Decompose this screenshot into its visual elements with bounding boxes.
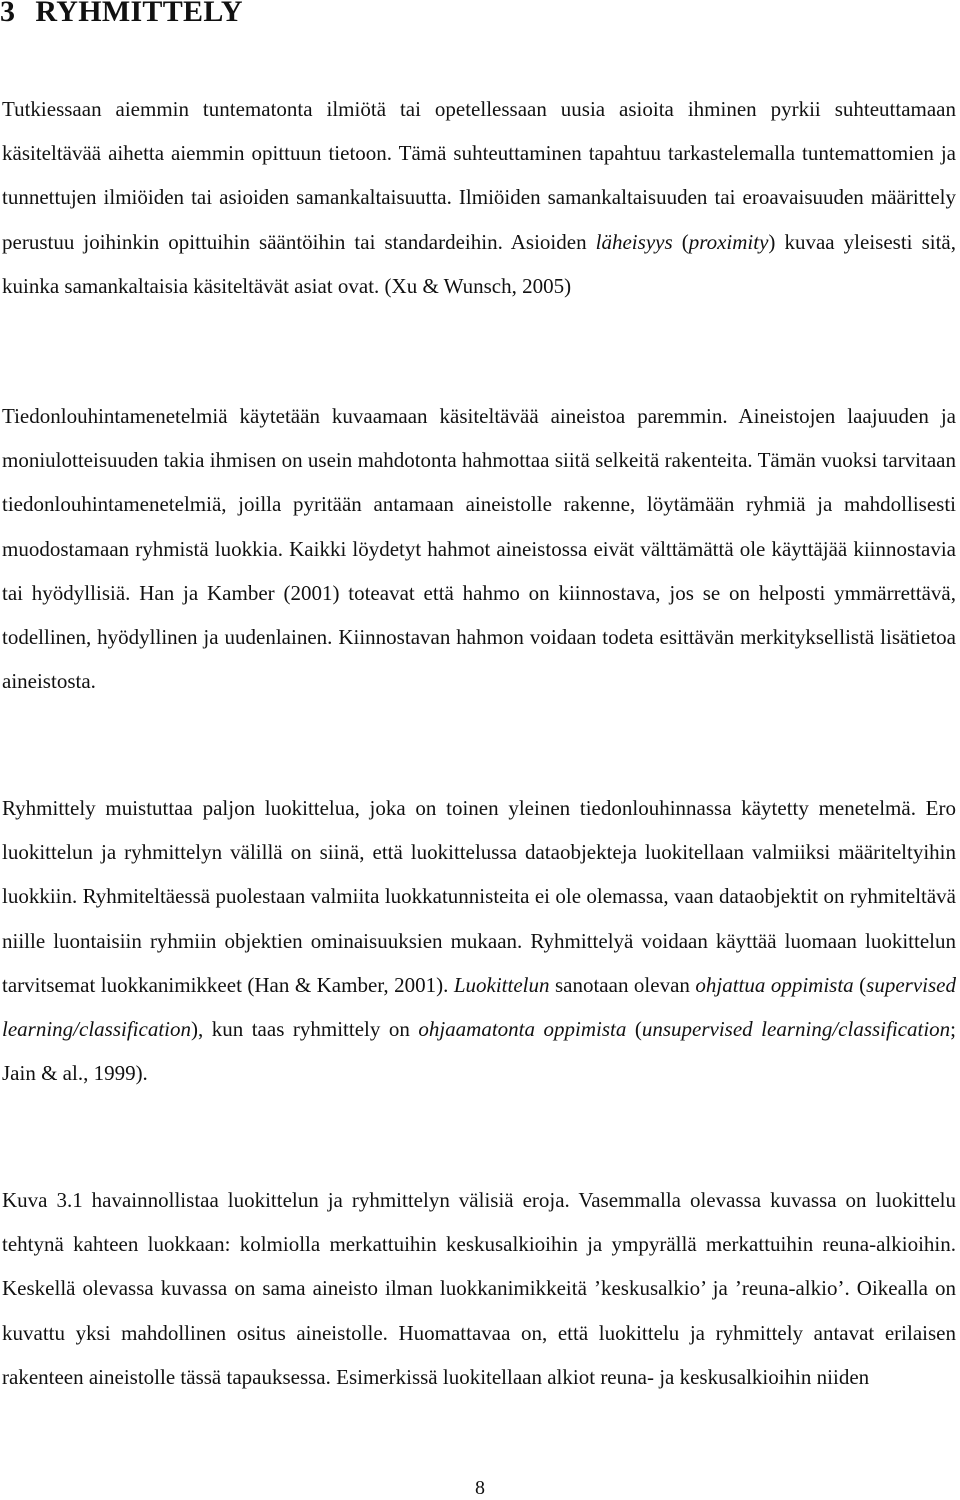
section-heading xyxy=(0,0,243,32)
emphasis-term: ohjattua oppimista xyxy=(695,972,854,997)
section-number: 3 xyxy=(0,0,16,28)
emphasis-term: ohjaamatonta oppimista xyxy=(418,1017,627,1042)
emphasis-term: supervised learning/classification xyxy=(2,972,956,1042)
paragraph-data-mining: Tiedonlouhintamenetelmiä käytetään kuvaamaan käsiteltävää aineistoa paremmin. Aineistojen laajuuden ja moniulotteisuuden takia ihmisen on usein mahdotonta hahmottaa siitä selkeitä rakenteita. Tämän vuoksi tarvitaan tiedonlouhintamenetelmiä, joilla pyritään antamaan aineistolle rakenne, löytämään ryhmiä ja mahdollisesti muodostamaan ryhmistä luokkia. Kaikki löydetyt hahmot aineistossa eivät välttämättä ole käyttäjää kiinnostavia tai hyödyllisiä. Han ja Kamber (2001) toteavat että hahmo on kiinnostava, jos se on helposti ymmärrettävä, todellinen, hyödyllinen ja uudenlainen. Kiinnostavan hahmon voidaan todeta esittävän merkityksellistä lisätietoa aineistosta. xyxy=(2,404,956,694)
emphasis-term: läheisyys xyxy=(595,229,673,254)
emphasis-term: proximity xyxy=(688,229,769,254)
paragraph-text: ) kuvaa yleisesti sitä, kuinka samankaltaisia käsiteltävät asiat ovat. (Xu & Wunsch, 2005) xyxy=(2,229,956,298)
paragraph-text: sanotaan olevan xyxy=(549,972,696,997)
paragraph-clustering-vs-classification xyxy=(2,786,956,1095)
paragraph-intro xyxy=(2,87,956,308)
paragraph-text: ( xyxy=(853,972,867,997)
paragraph-text: ( xyxy=(672,229,689,254)
emphasis-term: Luokittelun xyxy=(453,972,550,997)
section-title: RYHMITTELY xyxy=(35,0,243,28)
paragraph-figure-description: Kuva 3.1 havainnollistaa luokittelun ja ryhmittelyn välisiä eroja. Vasemmalla olevassa kuvassa on luokittelu tehtynä kahteen luokkaan: kolmiolla merkattuihin keskusalkioihin ja ympyrällä merkattuihin reuna-alkioihin. Keskellä olevassa kuvassa on sama aineisto ilman luokkanimikkeitä ’keskusalkio’ ja ’reuna-alkio’. Oikealla on kuvattu yksi mahdollinen ositus aineistolle. Huomattavaa on, että luokittelu ja ryhmittely antavat erilaisen rakenteen aineistolle tässä tapauksessa. Esimerkissä luokitellaan alkiot reuna- ja keskusalkioihin niiden xyxy=(2,1188,956,1389)
paragraph-text: ), kun taas ryhmittely on xyxy=(191,1017,419,1042)
paragraph-text: Tutkiessaan aiemmin tuntematonta ilmiötä tai opetellessaan uusia asioita ihminen pyrkii suhteuttamaan käsiteltävää aihetta aiemmin opittuun tietoon. Tämä suhteuttaminen tapahtuu tarkastelemalla tuntemattomien ja tunnettujen ilmiöiden tai asioiden samankaltaisuutta. Ilmiöiden samankaltaisuuden tai eroavaisuuden määrittely perustuu joihinkin opittuihin sääntöihin tai standardeihin. Asioiden xyxy=(2,97,956,254)
paragraph-text: ; Jain & al., 1999). xyxy=(2,1017,956,1086)
page-number: 8 xyxy=(475,1477,485,1499)
emphasis-term: unsupervised learning/classification xyxy=(641,1017,951,1042)
paragraph-text: Ryhmittely muistuttaa paljon luokittelua, joka on toinen yleinen tiedonlouhinnassa käytetty menetelmä. Ero luokittelun ja ryhmittelyn välillä on siinä, että luokittelussa dataobjekteja luokitellaan valmiiksi määriteltyihin luokkiin. Ryhmiteltäessä puolestaan valmiita luokkatunnisteita ei ole olemassa, vaan dataobjektit on ryhmiteltävä niille luontaisiin ryhmiin objektien ominaisuuksien mukaan. Ryhmittelyä voidaan käyttää luomaan luokittelun tarvitsemat luokkanimikkeet (Han & Kamber, 2001). xyxy=(2,796,956,997)
paragraph-text: ( xyxy=(626,1017,642,1042)
